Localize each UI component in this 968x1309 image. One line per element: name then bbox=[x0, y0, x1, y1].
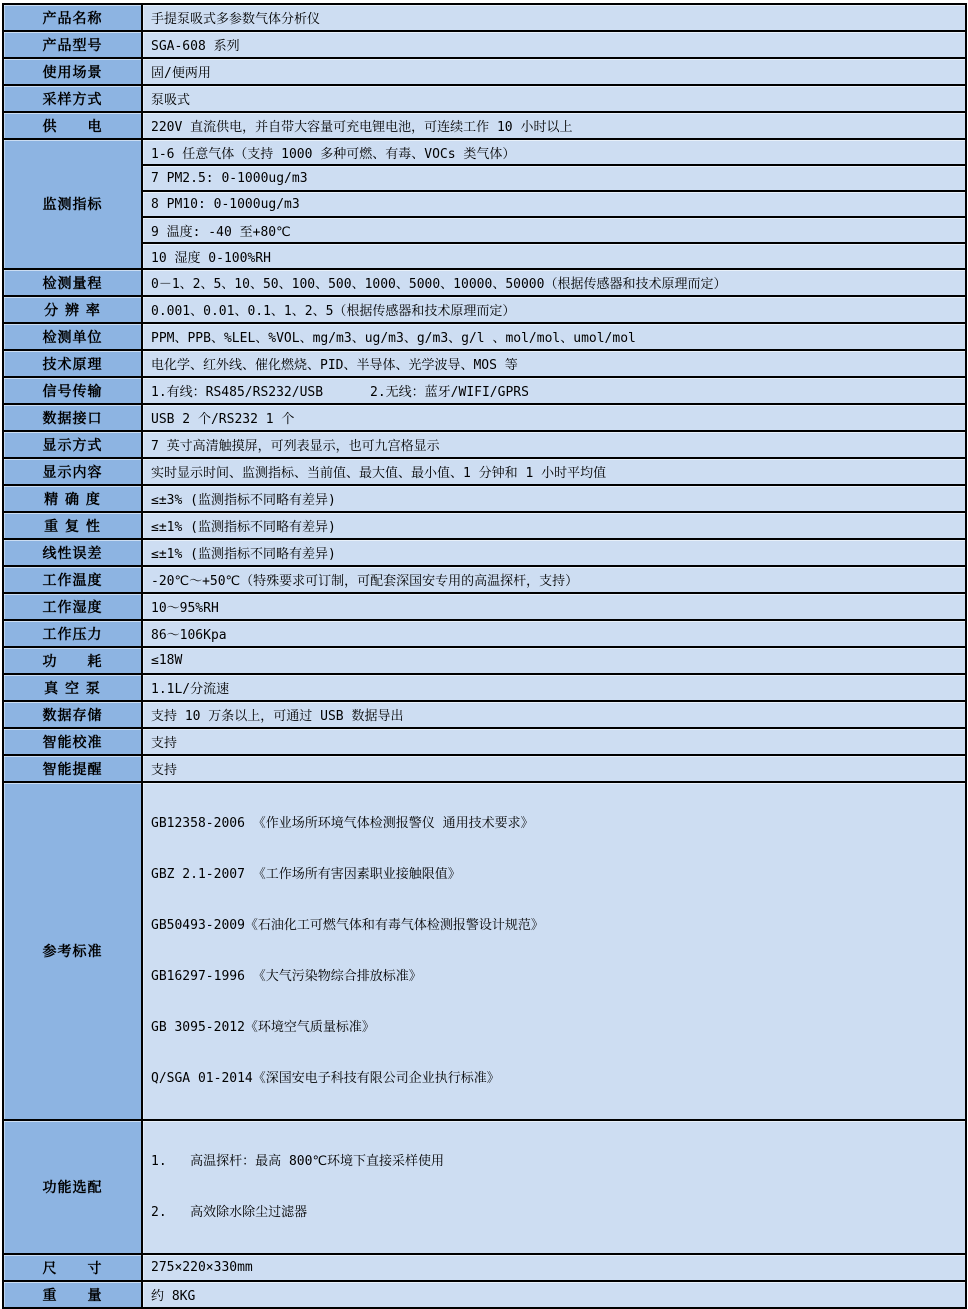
value-usage-scenario: 固/便两用 bbox=[142, 58, 966, 85]
row-working-humidity bbox=[3, 593, 966, 620]
row-smart-reminder bbox=[3, 755, 966, 782]
optional-feature-line: 2. 高效除水除尘过滤器 bbox=[151, 1205, 308, 1220]
row-power-consumption bbox=[3, 647, 966, 674]
row-monitor-indicators-3 bbox=[3, 191, 966, 217]
optional-feature-line: 1. 高温探杆：最高 800℃环境下直接采样使用 bbox=[151, 1154, 445, 1169]
value-linearity-error: ≤±1% (监测指标不同略有差异) bbox=[142, 539, 966, 566]
value-repeatability: ≤±1% (监测指标不同略有差异) bbox=[142, 512, 966, 539]
value-working-temperature: -20℃～+50℃（特殊要求可订制，可配套深国安专用的高温探杆，支持） bbox=[142, 566, 966, 593]
row-display-mode bbox=[3, 431, 966, 458]
label-dimensions: 尺 寸 bbox=[3, 1254, 142, 1281]
label-detection-unit: 检测单位 bbox=[3, 323, 142, 350]
reference-standard-line: GB50493-2009《石油化工可燃气体和有毒气体检测报警设计规范》 bbox=[151, 918, 544, 933]
reference-standard-line: GB 3095-2012《环境空气质量标准》 bbox=[151, 1020, 375, 1035]
label-detection-range: 检测量程 bbox=[3, 269, 142, 296]
row-sampling-method bbox=[3, 85, 966, 112]
row-detection-range bbox=[3, 269, 966, 296]
row-working-temperature bbox=[3, 566, 966, 593]
reference-standard-line: GBZ 2.1-2007 《工作场所有害因素职业接触限值》 bbox=[151, 867, 461, 882]
label-display-content: 显示内容 bbox=[3, 458, 142, 485]
row-monitor-indicators-4 bbox=[3, 217, 966, 243]
product-spec-table bbox=[2, 3, 967, 1309]
row-monitor-indicators-1 bbox=[3, 139, 966, 165]
label-data-interface: 数据接口 bbox=[3, 404, 142, 431]
label-product-model: 产品型号 bbox=[3, 31, 142, 58]
label-resolution: 分 辨 率 bbox=[3, 296, 142, 323]
reference-standard-line: GB16297-1996 《大气污染物综合排放标准》 bbox=[151, 969, 422, 984]
value-dimensions: 275×220×330mm bbox=[142, 1254, 966, 1281]
value-smart-reminder: 支持 bbox=[142, 755, 966, 782]
value-working-pressure: 86～106Kpa bbox=[142, 620, 966, 647]
label-vacuum-pump: 真 空 泵 bbox=[3, 674, 142, 701]
row-working-pressure bbox=[3, 620, 966, 647]
row-monitor-indicators-5 bbox=[3, 243, 966, 269]
value-weight: 约 8KG bbox=[142, 1281, 966, 1308]
reference-standard-line: GB12358-2006 《作业场所环境气体检测报警仪 通用技术要求》 bbox=[151, 816, 534, 831]
row-linearity-error bbox=[3, 539, 966, 566]
label-technical-principle: 技术原理 bbox=[3, 350, 142, 377]
row-smart-calibration bbox=[3, 728, 966, 755]
value-working-humidity: 10～95%RH bbox=[142, 593, 966, 620]
value-detection-unit: PPM、PPB、%LEL、%VOL、mg/m3、ug/m3、g/m3、g/l 、mol/mol、umol/mol bbox=[142, 323, 966, 350]
value-detection-range: 0－1、2、5、10、50、100、500、1000、5000、10000、50000（根据传感器和技术原理而定） bbox=[142, 269, 966, 296]
label-working-humidity: 工作湿度 bbox=[3, 593, 142, 620]
value-power-consumption: ≤18W bbox=[142, 647, 966, 674]
label-smart-calibration: 智能校准 bbox=[3, 728, 142, 755]
value-monitor-indicator-1: 1-6 任意气体（支持 1000 多种可燃、有毒、VOCs 类气体） bbox=[142, 139, 966, 165]
row-data-storage bbox=[3, 701, 966, 728]
value-signal-transmission: 1.有线：RS485/RS232/USB 2.无线：蓝牙/WIFI/GPRS bbox=[142, 377, 966, 404]
row-power-supply bbox=[3, 112, 966, 139]
label-optional-features: 功能选配 bbox=[3, 1120, 142, 1254]
value-monitor-indicator-3: 8 PM10: 0-1000ug/m3 bbox=[142, 191, 966, 217]
value-technical-principle: 电化学、红外线、催化燃烧、PID、半导体、光学波导、MOS 等 bbox=[142, 350, 966, 377]
row-product-name bbox=[3, 4, 966, 31]
label-power-consumption: 功 耗 bbox=[3, 647, 142, 674]
row-product-model bbox=[3, 31, 966, 58]
value-optional-features bbox=[142, 1120, 966, 1254]
label-working-temperature: 工作温度 bbox=[3, 566, 142, 593]
row-technical-principle bbox=[3, 350, 966, 377]
row-repeatability bbox=[3, 512, 966, 539]
label-monitor-indicators: 监测指标 bbox=[3, 139, 142, 269]
row-display-content bbox=[3, 458, 966, 485]
label-usage-scenario: 使用场景 bbox=[3, 58, 142, 85]
value-monitor-indicator-4: 9 温度: -40 至+80℃ bbox=[142, 217, 966, 243]
label-smart-reminder: 智能提醒 bbox=[3, 755, 142, 782]
row-vacuum-pump bbox=[3, 674, 966, 701]
value-reference-standards bbox=[142, 782, 966, 1120]
value-sampling-method: 泵吸式 bbox=[142, 85, 966, 112]
value-data-interface: USB 2 个/RS232 1 个 bbox=[142, 404, 966, 431]
label-sampling-method: 采样方式 bbox=[3, 85, 142, 112]
value-vacuum-pump: 1.1L/分流速 bbox=[142, 674, 966, 701]
label-weight: 重 量 bbox=[3, 1281, 142, 1308]
row-resolution bbox=[3, 296, 966, 323]
row-signal-transmission bbox=[3, 377, 966, 404]
label-product-name: 产品名称 bbox=[3, 4, 142, 31]
value-monitor-indicator-5: 10 湿度 0-100%RH bbox=[142, 243, 966, 269]
reference-standard-line: Q/SGA 01-2014《深国安电子科技有限公司企业执行标准》 bbox=[151, 1071, 500, 1086]
row-weight bbox=[3, 1281, 966, 1308]
row-monitor-indicators-2 bbox=[3, 165, 966, 191]
value-data-storage: 支持 10 万条以上，可通过 USB 数据导出 bbox=[142, 701, 966, 728]
row-dimensions bbox=[3, 1254, 966, 1281]
value-smart-calibration: 支持 bbox=[142, 728, 966, 755]
label-data-storage: 数据存储 bbox=[3, 701, 142, 728]
value-product-name: 手提泵吸式多参数气体分析仪 bbox=[142, 4, 966, 31]
value-monitor-indicator-2: 7 PM2.5: 0-1000ug/m3 bbox=[142, 165, 966, 191]
row-accuracy bbox=[3, 485, 966, 512]
value-power-supply: 220V 直流供电，并自带大容量可充电锂电池，可连续工作 10 小时以上 bbox=[142, 112, 966, 139]
label-working-pressure: 工作压力 bbox=[3, 620, 142, 647]
label-signal-transmission: 信号传输 bbox=[3, 377, 142, 404]
label-accuracy: 精 确 度 bbox=[3, 485, 142, 512]
value-product-model: SGA-608 系列 bbox=[142, 31, 966, 58]
row-reference-standards bbox=[3, 782, 966, 1120]
value-display-mode: 7 英寸高清触摸屏，可列表显示，也可九宫格显示 bbox=[142, 431, 966, 458]
row-optional-features bbox=[3, 1120, 966, 1254]
value-resolution: 0.001、0.01、0.1、1、2、5（根据传感器和技术原理而定） bbox=[142, 296, 966, 323]
row-usage-scenario bbox=[3, 58, 966, 85]
label-power-supply: 供 电 bbox=[3, 112, 142, 139]
label-reference-standards: 参考标准 bbox=[3, 782, 142, 1120]
label-repeatability: 重 复 性 bbox=[3, 512, 142, 539]
row-data-interface bbox=[3, 404, 966, 431]
value-display-content: 实时显示时间、监测指标、当前值、最大值、最小值、1 分钟和 1 小时平均值 bbox=[142, 458, 966, 485]
row-detection-unit bbox=[3, 323, 966, 350]
label-display-mode: 显示方式 bbox=[3, 431, 142, 458]
label-linearity-error: 线性误差 bbox=[3, 539, 142, 566]
value-accuracy: ≤±3% (监测指标不同略有差异) bbox=[142, 485, 966, 512]
